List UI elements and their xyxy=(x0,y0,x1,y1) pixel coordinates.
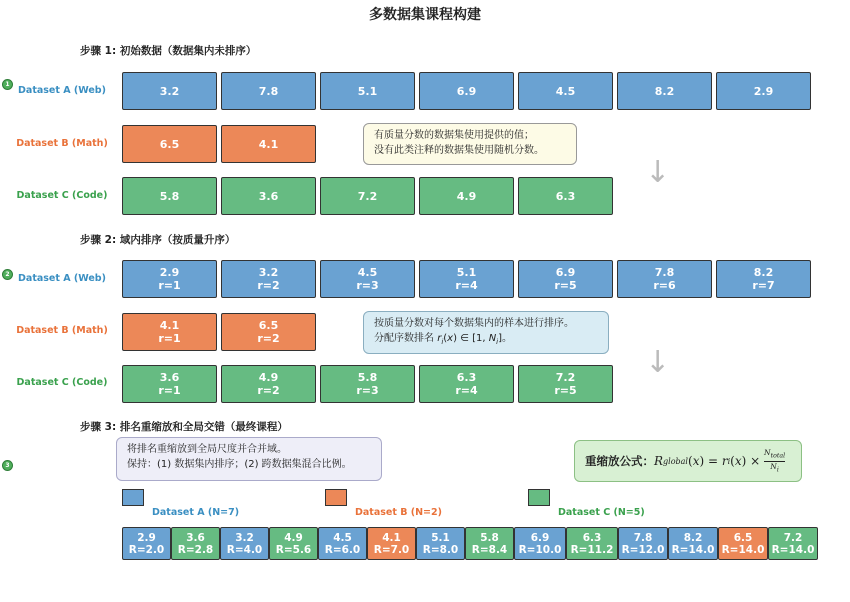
step1-c-cell: 5.8 xyxy=(122,177,217,215)
cell-value: 7.2 xyxy=(783,531,803,544)
diagram-title: 多数据集课程构建 xyxy=(369,7,481,23)
cell-value: 6.3 xyxy=(582,531,602,544)
cell-value: 6.9 xyxy=(555,266,576,279)
cell-rank: R=8.0 xyxy=(422,543,459,556)
step1-dataset-c-label: Dataset C (Code) xyxy=(16,190,108,201)
final-cell xyxy=(367,527,416,560)
cell-rank: r=2 xyxy=(257,279,280,292)
cell-rank: r=3 xyxy=(356,384,379,397)
step2-note-line2: 分配序数排名 $r_i(x)$ ∈ [1, $N_i$]。 xyxy=(374,333,513,346)
legend-label-code: Dataset C (N=5) xyxy=(558,507,645,518)
final-cell xyxy=(514,527,566,560)
step3-note-line1: 将排名重缩放到全局尺度并合并域。 xyxy=(127,444,287,455)
final-cell xyxy=(220,527,269,560)
step1-c-cell: 6.3 xyxy=(518,177,613,215)
cell-value: 7.8 xyxy=(654,266,675,279)
step1-a-cell: 7.8 xyxy=(221,72,316,110)
step2-note-line1: 按质量分数对每个数据集内的样本进行排序。 xyxy=(374,318,574,329)
cell-rank: r=6 xyxy=(653,279,676,292)
cell-rank: r=5 xyxy=(554,384,577,397)
formula-expression: R global ( x ) = r i ( x ) × $N_{total}$ $N_i$ xyxy=(654,448,786,473)
step2-a-cell xyxy=(419,260,514,298)
down-arrow-icon: ↓ xyxy=(645,155,671,190)
cell-rank: r=1 xyxy=(158,332,181,345)
step2-c-cell xyxy=(518,365,613,403)
cell-rank: R=12.0 xyxy=(621,543,665,556)
step2-marker: 2 xyxy=(2,269,13,280)
step2-dataset-a-label: Dataset A (Web) xyxy=(18,273,106,284)
step2-a-cell xyxy=(518,260,613,298)
step1-note-line2: 没有此类注释的数据集使用随机分数。 xyxy=(374,145,544,156)
step1-dataset-a-label: Dataset A (Web) xyxy=(18,85,106,96)
final-cell xyxy=(465,527,514,560)
cell-value: 4.5 xyxy=(333,531,352,544)
final-cell xyxy=(768,527,818,560)
step1-a-cell: 6.9 xyxy=(419,72,514,110)
final-cell xyxy=(318,527,367,560)
cell-rank: r=3 xyxy=(356,279,379,292)
cell-value: 3.6 xyxy=(159,371,180,384)
step1-c-cell: 7.2 xyxy=(320,177,415,215)
final-cell xyxy=(269,527,318,560)
final-cell xyxy=(566,527,618,560)
cell-rank: r=2 xyxy=(257,332,280,345)
step2-b-cell xyxy=(221,313,316,351)
step3-note-line2: 保持：(1) 数据集内排序；(2) 跨数据集混合比例。 xyxy=(127,459,352,470)
final-cell xyxy=(668,527,718,560)
cell-value: 4.1 xyxy=(382,531,401,544)
legend-label-math: Dataset B (N=2) xyxy=(355,507,442,518)
step1-b-cell: 4.1 xyxy=(221,125,316,163)
step2-c-cell xyxy=(122,365,217,403)
cell-value: 2.9 xyxy=(159,266,180,279)
step2-c-cell xyxy=(221,365,316,403)
final-cell xyxy=(618,527,668,560)
cell-rank: r=7 xyxy=(752,279,775,292)
step2-dataset-c-label: Dataset C (Code) xyxy=(16,377,108,388)
cell-value: 7.8 xyxy=(633,531,653,544)
cell-rank: R=10.0 xyxy=(518,543,562,556)
cell-value: 2.9 xyxy=(137,531,156,544)
final-cell xyxy=(718,527,768,560)
step1-a-cell: 2.9 xyxy=(716,72,811,110)
cell-value: 4.1 xyxy=(159,319,180,332)
cell-value: 3.6 xyxy=(186,531,205,544)
cell-rank: R=5.6 xyxy=(275,543,312,556)
step2-a-cell xyxy=(320,260,415,298)
final-cell xyxy=(122,527,171,560)
step2-b-cell xyxy=(122,313,217,351)
cell-value: 6.5 xyxy=(258,319,279,332)
step1-a-cell: 4.5 xyxy=(518,72,613,110)
step1-dataset-b-label: Dataset B (Math) xyxy=(16,138,108,149)
step2-label: 步骤 2: 域内排序（按质量升序） xyxy=(80,234,236,246)
cell-rank: R=2.0 xyxy=(128,543,165,556)
cell-value: 3.2 xyxy=(258,266,279,279)
step2-a-cell xyxy=(122,260,217,298)
formula-box xyxy=(574,440,802,482)
cell-value: 6.5 xyxy=(733,531,753,544)
cell-value: 5.8 xyxy=(357,371,378,384)
step1-a-cell: 5.1 xyxy=(320,72,415,110)
step3-label: 步骤 3: 排名重缩放和全局交错（最终课程） xyxy=(80,421,288,433)
cell-value: 8.2 xyxy=(753,266,774,279)
step1-note xyxy=(363,123,577,165)
cell-rank: r=2 xyxy=(257,384,280,397)
cell-rank: r=1 xyxy=(158,279,181,292)
cell-value: 8.2 xyxy=(683,531,703,544)
cell-rank: r=4 xyxy=(455,279,478,292)
step2-a-cell xyxy=(617,260,712,298)
step2-note xyxy=(363,311,609,354)
cell-rank: R=11.2 xyxy=(570,543,614,556)
final-cell xyxy=(416,527,465,560)
down-arrow-icon: ↓ xyxy=(645,345,671,380)
cell-rank: r=4 xyxy=(455,384,478,397)
cell-rank: R=6.0 xyxy=(324,543,361,556)
step1-marker: 1 xyxy=(2,79,13,90)
step2-c-cell xyxy=(320,365,415,403)
step2-c-cell xyxy=(419,365,514,403)
step2-a-cell xyxy=(221,260,316,298)
step3-marker: 3 xyxy=(2,460,13,471)
step1-b-cell: 6.5 xyxy=(122,125,217,163)
step1-a-cell: 3.2 xyxy=(122,72,217,110)
step1-c-cell: 4.9 xyxy=(419,177,514,215)
cell-value: 3.2 xyxy=(235,531,254,544)
cell-value: 6.3 xyxy=(456,371,477,384)
cell-rank: R=8.4 xyxy=(471,543,508,556)
step2-a-cell xyxy=(716,260,811,298)
cell-value: 7.2 xyxy=(555,371,576,384)
cell-rank: R=14.0 xyxy=(721,543,765,556)
cell-value: 5.1 xyxy=(431,531,450,544)
cell-value: 5.8 xyxy=(480,531,499,544)
cell-rank: r=1 xyxy=(158,384,181,397)
cell-rank: r=5 xyxy=(554,279,577,292)
cell-rank: R=14.0 xyxy=(671,543,715,556)
legend-swatch-web xyxy=(122,489,144,506)
cell-rank: R=4.0 xyxy=(226,543,263,556)
cell-rank: R=2.8 xyxy=(177,543,214,556)
step1-label: 步骤 1: 初始数据（数据集内未排序） xyxy=(80,45,257,57)
final-cell xyxy=(171,527,220,560)
cell-value: 6.9 xyxy=(530,531,550,544)
formula-label: 重缩放公式： xyxy=(585,453,654,468)
step2-dataset-b-label: Dataset B (Math) xyxy=(16,325,108,336)
cell-rank: R=14.0 xyxy=(771,543,815,556)
cell-value: 4.5 xyxy=(357,266,378,279)
step1-note-line1: 有质量分数的数据集使用提供的值； xyxy=(374,130,534,141)
legend-label-web: Dataset A (N=7) xyxy=(152,507,240,518)
cell-value: 4.9 xyxy=(284,531,303,544)
cell-value: 5.1 xyxy=(456,266,477,279)
legend-swatch-code xyxy=(528,489,550,506)
legend-swatch-math xyxy=(325,489,347,506)
cell-rank: R=7.0 xyxy=(373,543,410,556)
step3-note xyxy=(116,437,382,481)
cell-value: 4.9 xyxy=(258,371,279,384)
step1-c-cell: 3.6 xyxy=(221,177,316,215)
step1-a-cell: 8.2 xyxy=(617,72,712,110)
